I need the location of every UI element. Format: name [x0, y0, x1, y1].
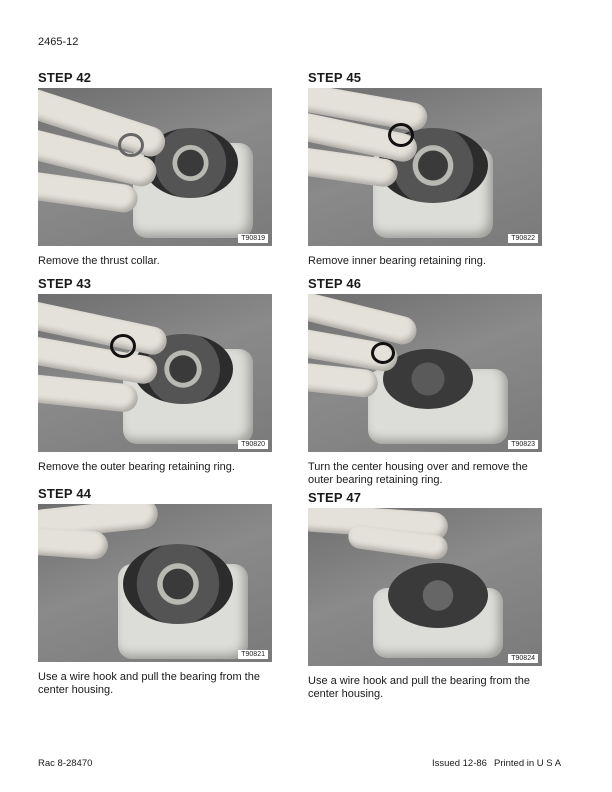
- step-43: [38, 276, 278, 474]
- step-title: STEP 47: [308, 490, 362, 505]
- step-44: [38, 486, 278, 697]
- step-caption: Remove the outer bearing retaining ring.: [38, 461, 235, 473]
- step-caption: Turn the center housing over and remove the outer bearing retaining ring.: [308, 461, 528, 486]
- step-47: [308, 490, 548, 701]
- photo-code: T90823: [508, 440, 538, 449]
- step-42: [38, 70, 278, 268]
- page-number: 2465-12: [38, 36, 79, 48]
- step-title: STEP 42: [38, 70, 92, 85]
- photo-code: T90821: [238, 650, 268, 659]
- step-caption: Use a wire hook and pull the bearing from the center housing.: [38, 671, 260, 696]
- step-caption: Remove the thrust collar.: [38, 255, 160, 267]
- footer-issued: Issued 12-86: [432, 758, 487, 769]
- step-title: STEP 44: [38, 486, 92, 501]
- step-photo: [38, 88, 272, 246]
- step-photo: [38, 504, 272, 662]
- footer-printed: Printed in U S A: [494, 758, 562, 769]
- step-caption: Use a wire hook and pull the bearing from the center housing.: [308, 675, 530, 700]
- step-45: [308, 70, 548, 268]
- step-46: [308, 276, 548, 487]
- step-photo: [308, 88, 542, 246]
- step-photo: [308, 294, 542, 452]
- step-photo: [38, 294, 272, 452]
- footer-doc-id: Rac 8-28470: [38, 758, 93, 769]
- step-title: STEP 43: [38, 276, 92, 291]
- step-title: STEP 46: [308, 276, 362, 291]
- photo-code: T90819: [238, 234, 268, 243]
- step-caption: Remove inner bearing retaining ring.: [308, 255, 486, 267]
- photo-code: T90824: [508, 654, 538, 663]
- step-photo: [308, 508, 542, 666]
- step-title: STEP 45: [308, 70, 362, 85]
- photo-code: T90822: [508, 234, 538, 243]
- photo-code: T90820: [238, 440, 268, 449]
